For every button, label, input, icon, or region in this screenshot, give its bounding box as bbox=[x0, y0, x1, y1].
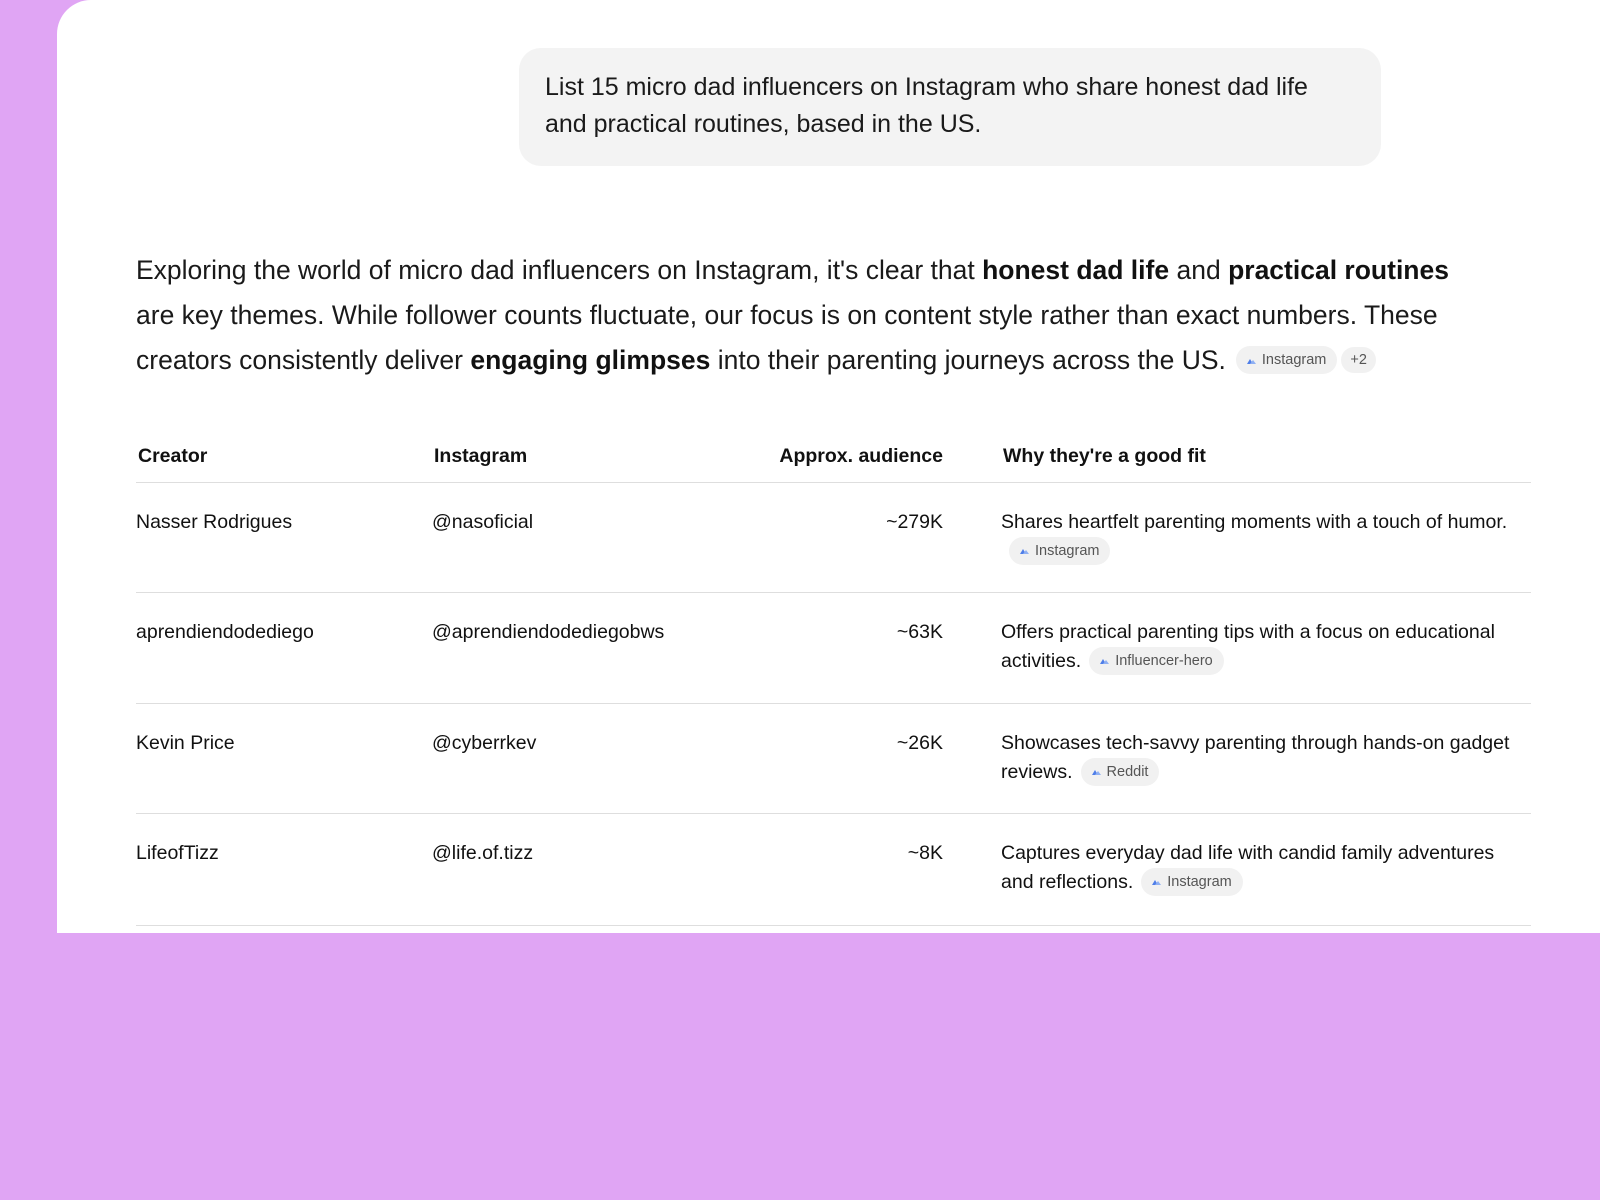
cell-fit bbox=[1001, 704, 1531, 814]
intro-bold-1: honest dad life bbox=[982, 255, 1170, 285]
cell-fit bbox=[1001, 483, 1531, 593]
chat-panel bbox=[57, 0, 1600, 933]
source-chip[interactable] bbox=[1009, 537, 1110, 566]
source-favicon-icon bbox=[1020, 546, 1029, 555]
fit-text: Shares heartfelt parenting moments with a touch of humor. bbox=[1001, 511, 1508, 533]
source-chip-label: Reddit bbox=[1106, 763, 1149, 780]
cell-fit bbox=[1001, 593, 1531, 704]
cell-spacer bbox=[945, 483, 1001, 593]
table-row bbox=[136, 593, 1531, 704]
cell-spacer bbox=[945, 704, 1001, 814]
source-favicon-icon bbox=[1152, 877, 1161, 886]
cell-audience: ~8K bbox=[766, 814, 945, 926]
user-message-bubble bbox=[519, 48, 1381, 166]
cell-spacer bbox=[945, 593, 1001, 704]
source-chip[interactable] bbox=[1081, 758, 1160, 787]
fit-text: Showcases tech-savvy parenting through hands-on gadget reviews. bbox=[1001, 732, 1510, 783]
cell-handle: @cyberrkev bbox=[432, 704, 766, 814]
intro-bold-3: engaging glimpses bbox=[470, 345, 711, 375]
user-message-text: List 15 micro dad influencers on Instagram who share honest dad life and practical routines, based in the US. bbox=[545, 73, 1308, 138]
header-creator: Creator bbox=[136, 430, 432, 483]
source-chip[interactable] bbox=[1089, 647, 1224, 676]
cell-audience: ~279K bbox=[766, 483, 945, 593]
cell-creator: aprendiendodediego bbox=[136, 593, 432, 704]
cell-creator: LifeofTizz bbox=[136, 814, 432, 926]
intro-text-1: Exploring the world of micro dad influencers on Instagram, it's clear that bbox=[136, 255, 983, 285]
source-chip-label: Instagram bbox=[1035, 542, 1100, 559]
fit-text: Captures everyday dad life with candid family adventures and reflections. bbox=[1001, 842, 1495, 893]
intro-bold-2: practical routines bbox=[1228, 255, 1449, 285]
intro-text-2: and bbox=[1169, 255, 1229, 285]
header-fit: Why they're a good fit bbox=[1001, 430, 1531, 483]
source-favicon-icon bbox=[1092, 767, 1101, 776]
influencer-table bbox=[136, 430, 1531, 926]
intro-text-3: are key themes. While follower counts fluctuate, our focus is on content style rather than exact numbers. These creators consistently deliver bbox=[136, 300, 1438, 375]
more-sources-chip[interactable]: +2 bbox=[1341, 347, 1376, 374]
cell-creator: Nasser Rodrigues bbox=[136, 483, 432, 593]
source-chip-instagram[interactable] bbox=[1236, 346, 1337, 375]
header-audience: Approx. audience bbox=[766, 430, 945, 483]
source-chip-label: Influencer-hero bbox=[1115, 652, 1213, 669]
cell-audience: ~63K bbox=[766, 593, 945, 704]
table-header-row bbox=[136, 430, 1531, 483]
header-instagram: Instagram bbox=[432, 430, 766, 483]
cell-spacer bbox=[945, 814, 1001, 926]
source-chip-label: Instagram bbox=[1261, 351, 1327, 368]
fit-text: Offers practical parenting tips with a focus on educational activities. bbox=[1001, 621, 1495, 672]
source-chip[interactable] bbox=[1141, 868, 1242, 897]
table-row bbox=[136, 814, 1531, 926]
cell-creator: Kevin Price bbox=[136, 704, 432, 814]
intro-text-4: into their parenting journeys across the US. bbox=[710, 345, 1226, 375]
table-row bbox=[136, 704, 1531, 814]
cell-handle: @nasoficial bbox=[432, 483, 766, 593]
table-row bbox=[136, 483, 1531, 593]
assistant-intro-paragraph bbox=[136, 248, 1466, 383]
source-chip-label: Instagram bbox=[1167, 873, 1232, 890]
source-favicon-icon bbox=[1247, 356, 1256, 365]
header-spacer bbox=[945, 430, 1001, 483]
cell-audience: ~26K bbox=[766, 704, 945, 814]
source-favicon-icon bbox=[1100, 656, 1109, 665]
cell-handle: @aprendiendodediegobws bbox=[432, 593, 766, 704]
cell-fit bbox=[1001, 814, 1531, 926]
cell-handle: @life.of.tizz bbox=[432, 814, 766, 926]
